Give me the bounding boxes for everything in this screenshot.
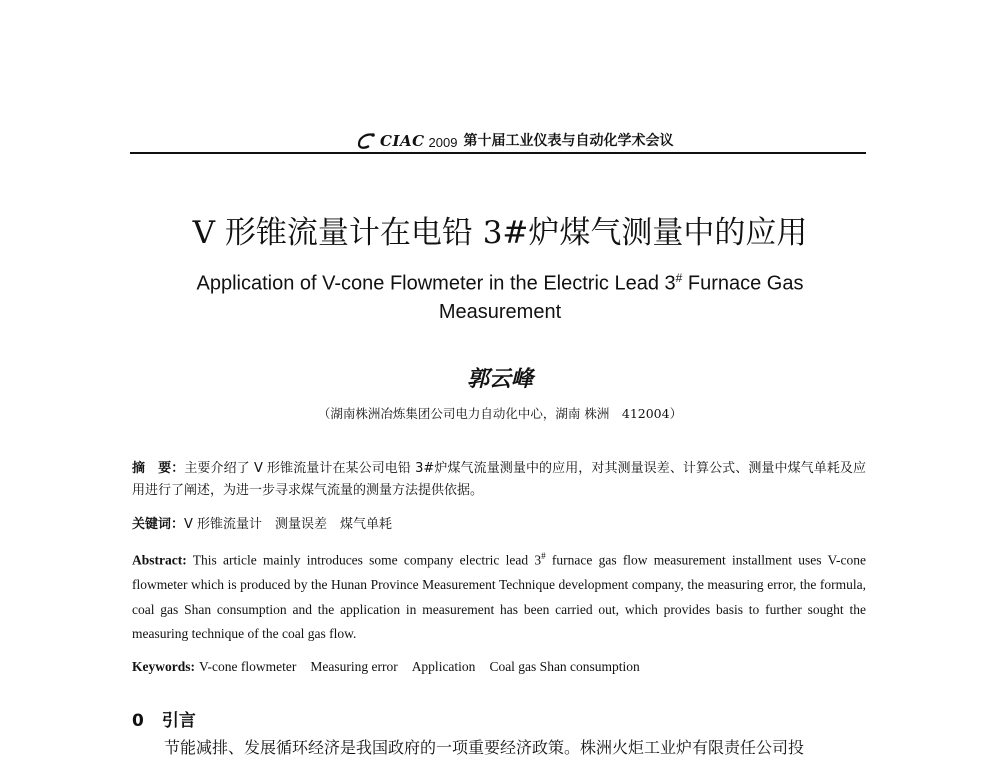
keyword-item: Coal gas Shan consumption [489, 659, 640, 674]
abstract-chinese [132, 458, 866, 502]
keywords-chinese-label: 关键词： [132, 517, 185, 532]
header-content [356, 128, 673, 150]
abstract-english-text-1: This article mainly introduces some company electric lead 3 [186, 552, 542, 568]
header-year: 2009 [428, 135, 458, 150]
abstract-english-sup: # [541, 551, 546, 561]
author-affiliation: （湖南株洲冶炼集团公司电力自动化中心，湖南 株洲 412004） [317, 406, 683, 421]
conference-logo-icon [356, 132, 378, 150]
author-name: 郭云峰 [466, 366, 533, 392]
keywords-english [132, 656, 866, 678]
keywords-chinese-text: V 形锥流量计 测量误差 煤气单耗 [184, 517, 393, 532]
header-brand: CIAC [380, 132, 425, 150]
title-english [180, 264, 820, 326]
keywords-english-label: Keywords: [132, 659, 195, 674]
section-heading [132, 706, 196, 731]
running-header [130, 128, 866, 154]
title-chinese: V 形锥流量计在电铅 3#炉煤气测量中的应用 [192, 215, 808, 251]
abstract-chinese-label: 摘 要： [132, 461, 185, 476]
keyword-item: V-cone flowmeter [199, 659, 297, 674]
keyword-item: Application [411, 659, 476, 674]
keywords-chinese [132, 514, 866, 536]
header-rule [130, 152, 866, 154]
header-conference-name: 第十届工业仪表与自动化学术会议 [463, 133, 674, 149]
section-title: 引言 [161, 711, 196, 731]
section-number: 0 [132, 711, 144, 731]
title-english-part1: Application of V-cone Flowmeter in the Electric Lead 3 [196, 272, 676, 295]
abstract-chinese-text: 主要介绍了 V 形锥流量计在某公司电铅 3#炉煤气流量测量中的应用，对其测量误差、计算公式、测量中煤气单耗及应用进行了阐述，为进一步寻求煤气流量的测量方法提供依据。 [132, 461, 866, 498]
body-paragraph: 节能减排、发展循环经济是我国政府的一项重要经济政策。株洲火炬工业炉有限责任公司投 [164, 738, 805, 757]
abstract-english-text-2: furnace gas flow measurement installment uses V-cone flowmeter which is produced by the Hunan Province Measurement Technique development company, the measuring error, the formula, coal gas Shan consumption and the application in measurement has been carried out, which provides basis to further sought the measuring technique of the coal gas flow. [132, 552, 867, 641]
abstract-english [132, 544, 866, 647]
keyword-item: Measuring error [310, 659, 398, 674]
title-english-part2: Furnace Gas Measurement [438, 272, 804, 323]
title-english-sup: # [675, 271, 683, 285]
abstract-english-label: Abstract: [132, 552, 187, 568]
